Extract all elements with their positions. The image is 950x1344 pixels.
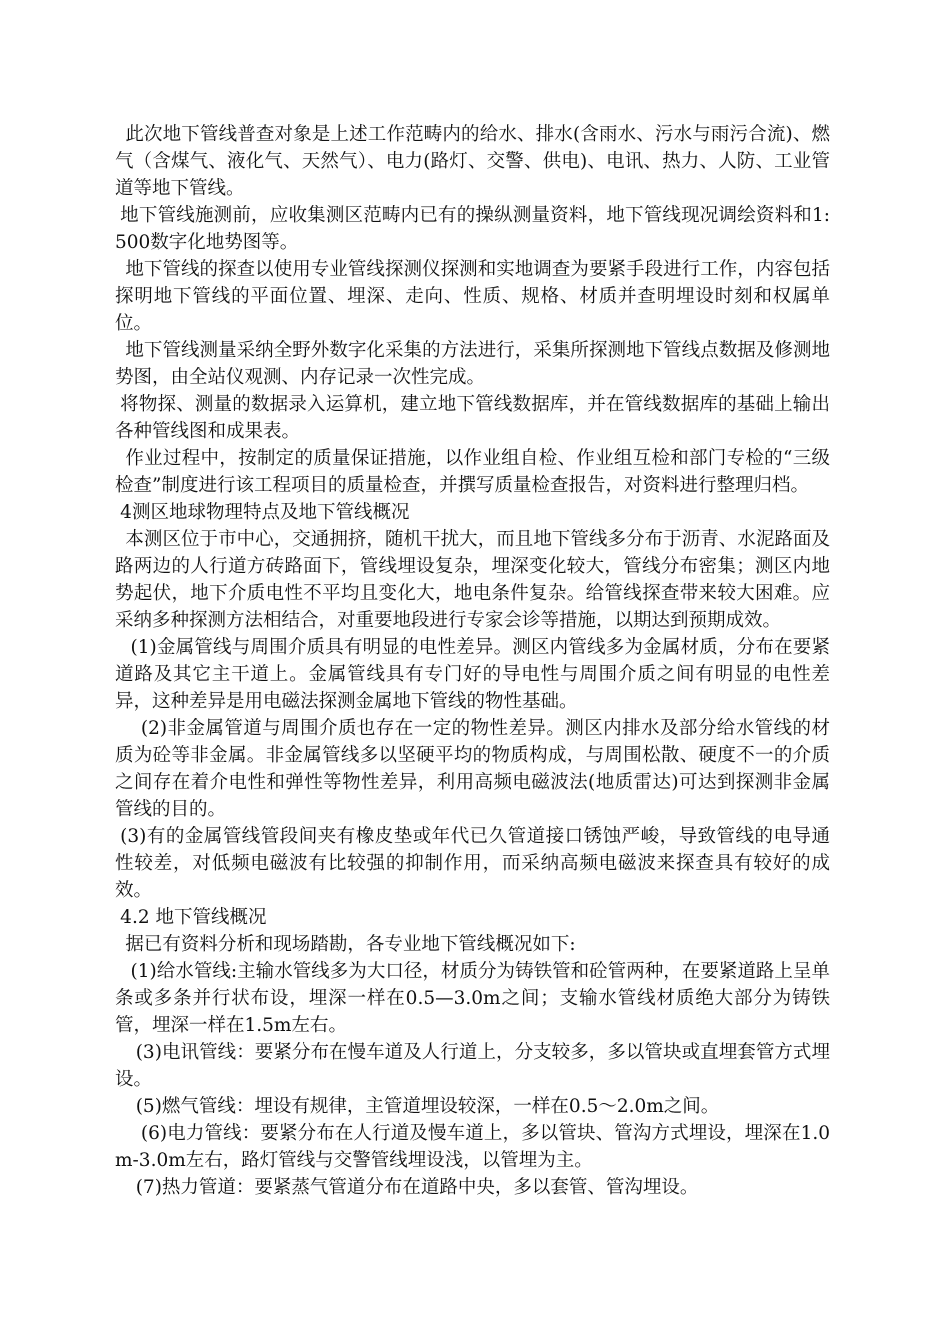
paragraph-heat: (7)热力管道：要紧蒸气管道分布在道路中央，多以套管、管沟埋设。 — [135, 1177, 699, 1198]
paragraph-water-supply: (1)给水管线:主输水管线多为大口径，材质分为铸铁管和砼管两种，在要紧道路上呈单条或多条并行状布设，埋深一样在0.5—3.0m之间；支输水管线材质绝大部分为铸铁管，埋深一样在1.5m左右。 — [115, 961, 830, 1036]
paragraph-item-2-nonmetal: (2)非金属管道与周围介质也存在一定的物性差异。测区内排水及部分给水管线的材质为砼等非金属。非金属管线多以坚硬平均的物质构成，与周围松散、硬度不一的介质之间存在着介电性和弹性等物性差异，利用高频电磁波法(地质雷达)可达到探测非金属管线的目的。 — [115, 718, 830, 820]
paragraph-gas: (5)燃气管线：埋设有规律，主管道埋设较深，一样在0.5～2.0m之间。 — [135, 1096, 720, 1117]
paragraph-area-conditions: 本测区位于市中心，交通拥挤，随机干扰大，而且地下管线多分布于沥青、水泥路面及路两边的人行道方砖路面下，管线埋设复杂，埋深变化较大，管线分布密集；测区内地势起伏，地下介质电性不平均且变化大，地电条件复杂。给管线探查带来较大困难。应采纳多种探测方法相结合，对重要地段进行专家会诊等措施，以期达到预期成效。 — [115, 529, 830, 631]
paragraph-overview-intro: 据已有资料分析和现场踏勘，各专业地下管线概况如下: — [125, 934, 576, 955]
paragraph-database: 将物探、测量的数据录入运算机，建立地下管线数据库，并在管线数据库的基础上输出各种管线图和成果表。 — [115, 394, 830, 442]
section-heading-4-2: 4.2 地下管线概况 — [120, 907, 267, 928]
paragraph-detection: 地下管线的探查以使用专业管线探测仪探测和实地调查为要紧手段进行工作，内容包括探明地下管线的平面位置、埋深、走向、性质、规格、材质并查明埋设时刻和权属单位。 — [115, 259, 830, 334]
paragraph-item-3-rubber: (3)有的金属管线管段间夹有橡皮垫或年代已久管道接口锈蚀严峻，导致管线的电导通性较差，对低频电磁波有比较强的抑制作用，而采纳高频电磁波来探查具有较好的成效。 — [115, 826, 830, 901]
paragraph-power: (6)电力管线：要紧分布在人行道及慢车道上，多以管块、管沟方式埋设，埋深在1.0m-3.0m左右，路灯管线与交警管线埋设浅，以管埋为主。 — [115, 1123, 830, 1171]
paragraph-data-collection: 地下管线施测前，应收集测区范畴内已有的操纵测量资料，地下管线现况调绘资料和1:500数字化地势图等。 — [115, 205, 830, 253]
paragraph-survey-scope: 此次地下管线普查对象是上述工作范畴内的给水、排水(含雨水、污水与雨污合流)、燃气（含煤气、液化气、天然气）、电力(路灯、交警、供电)、电讯、热力、人防、工业管道等地下管线。 — [115, 124, 830, 199]
paragraph-quality-check: 作业过程中，按制定的质量保证措施，以作业组自检、作业组互检和部门专检的“三级检查”制度进行该工程项目的质量检查，并撰写质量检查报告，对资料进行整理归档。 — [115, 448, 830, 496]
paragraph-measurement: 地下管线测量采纳全野外数字化采集的方法进行，采集所探测地下管线点数据及修测地势图，由全站仪观测、内存记录一次性完成。 — [115, 340, 830, 388]
section-heading-4: 4测区地球物理特点及地下管线概况 — [120, 502, 410, 523]
paragraph-item-1-metal: (1)金属管线与周围介质具有明显的电性差异。测区内管线多为金属材质，分布在要紧道路及其它主干道上。金属管线具有专门好的导电性与周围介质之间有明显的电性差异，这种差异是用电磁法探测金属地下管线的物性基础。 — [115, 637, 830, 712]
paragraph-telecom: (3)电讯管线：要紧分布在慢车道及人行道上，分支较多，多以管块或直埋套管方式埋设。 — [115, 1042, 830, 1090]
